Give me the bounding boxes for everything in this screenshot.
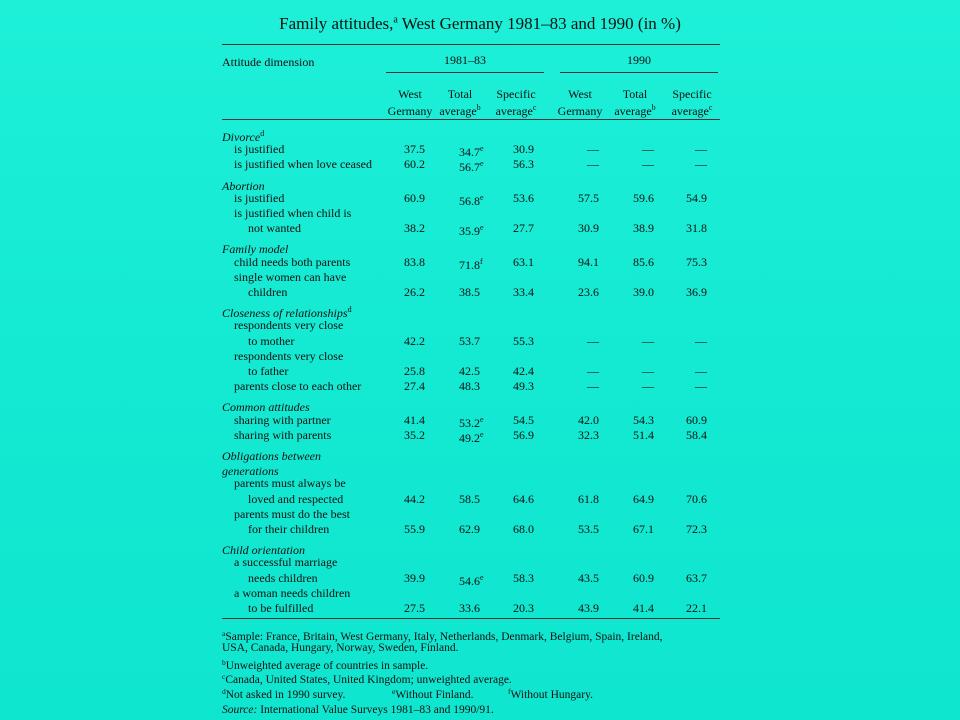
row-label: loved and respected bbox=[248, 491, 344, 506]
table-cell: — bbox=[695, 157, 707, 172]
table-cell: — bbox=[642, 157, 654, 172]
table-cell: 43.5 bbox=[578, 570, 599, 585]
footnote-b: $^b$Unweighted average of countries in sample. bbox=[222, 658, 429, 672]
table-cell: 54.9 bbox=[686, 190, 707, 205]
table-cell: 94.1 bbox=[578, 254, 599, 269]
table-cell: 53.2e bbox=[459, 414, 484, 430]
row-label: a woman needs children bbox=[234, 585, 351, 600]
table-cell: 43.9 bbox=[578, 601, 599, 615]
table-cell: 60.2 bbox=[404, 157, 425, 172]
table-cell: 30.9 bbox=[578, 221, 599, 236]
column-header-dimension: Attitude dimension bbox=[222, 55, 315, 69]
row-label: a successful marriage bbox=[234, 555, 338, 570]
column-header-line1: Total bbox=[622, 87, 648, 101]
table-cell: 63.1 bbox=[513, 254, 534, 269]
table-cell: 58.4 bbox=[686, 427, 707, 442]
source-note: Source: International Value Surveys 1981–83 and 1990/91. bbox=[222, 704, 494, 716]
table-cell: 56.9 bbox=[513, 427, 534, 442]
period-rule-1981 bbox=[386, 72, 544, 73]
table-cell: 38.9 bbox=[633, 221, 654, 236]
table-cell: — bbox=[695, 364, 707, 378]
table-cell: 39.9 bbox=[404, 570, 425, 585]
table-cell: — bbox=[587, 142, 599, 157]
table-cell: 70.6 bbox=[686, 491, 707, 506]
table-cell: 20.3 bbox=[513, 601, 534, 615]
table-cell: 60.9 bbox=[686, 412, 707, 427]
table-cell: 23.6 bbox=[578, 285, 599, 299]
table-cell: 58.3 bbox=[513, 570, 534, 585]
category-label: Family model bbox=[222, 242, 289, 257]
row-label: respondents very close bbox=[234, 318, 344, 333]
row-label: parents must do the best bbox=[234, 506, 350, 521]
row-label: to be fulfilled bbox=[248, 601, 314, 615]
table-cell: — bbox=[642, 379, 654, 394]
table-cell: — bbox=[642, 142, 654, 157]
header-rule bbox=[222, 119, 720, 120]
table-cell: 35.9e bbox=[459, 223, 484, 239]
table-cell: — bbox=[587, 157, 599, 172]
category-label: Child orientation bbox=[222, 543, 306, 558]
table-cell: 37.5 bbox=[404, 142, 425, 157]
footnote-e: $^e$Without Finland. bbox=[392, 687, 474, 701]
table-cell: 56.3 bbox=[513, 157, 534, 172]
category-label: Abortion bbox=[222, 178, 265, 193]
category-label: Divorce$^d$ bbox=[222, 129, 265, 144]
table-cell: 35.2 bbox=[404, 427, 425, 442]
table-cell: 55.9 bbox=[404, 522, 425, 536]
table-cell: 30.9 bbox=[513, 142, 534, 157]
table-cell: 56.8e bbox=[459, 192, 484, 208]
category-label: Common attitudes bbox=[222, 400, 310, 415]
table-cell: — bbox=[695, 333, 707, 348]
column-header-line2: average$^b$ bbox=[614, 103, 656, 118]
row-label: is justified when love ceased bbox=[234, 157, 372, 172]
table-cell: 72.3 bbox=[686, 522, 707, 536]
table-cell: 64.9 bbox=[633, 491, 654, 506]
table-cell: 53.7 bbox=[459, 333, 480, 348]
table-cell: — bbox=[695, 379, 707, 394]
table-cell: 42.2 bbox=[404, 333, 425, 348]
row-label: is justified when child is bbox=[234, 206, 352, 220]
table-cell: — bbox=[642, 333, 654, 348]
table-cell: 38.2 bbox=[404, 221, 425, 236]
row-label: child needs both parents bbox=[234, 254, 351, 269]
table-cell: 38.5 bbox=[459, 285, 480, 299]
table-cell: 42.0 bbox=[578, 412, 599, 427]
row-label: for their children bbox=[248, 522, 330, 536]
table-cell: 27.4 bbox=[404, 379, 425, 394]
footnote-d: $^d$Not asked in 1990 survey. bbox=[222, 687, 346, 701]
table-cell: 58.5 bbox=[459, 491, 480, 506]
table-cell: 42.4 bbox=[513, 364, 534, 378]
table-cell: — bbox=[642, 364, 654, 378]
footnote-f: $^f$Without Hungary. bbox=[508, 687, 593, 701]
table-cell: 64.6 bbox=[513, 491, 534, 506]
table-cell: 61.8 bbox=[578, 491, 599, 506]
row-label: parents must always be bbox=[234, 476, 346, 491]
row-label: is justified bbox=[234, 142, 285, 157]
column-header-line2: Germany bbox=[557, 104, 603, 118]
table-cell: 49.3 bbox=[513, 379, 534, 394]
table-cell: 42.5 bbox=[459, 364, 480, 378]
column-header-line2: Germany bbox=[387, 104, 433, 118]
table-cell: 41.4 bbox=[633, 601, 654, 615]
row-label: needs children bbox=[248, 570, 318, 585]
column-header-line1: West bbox=[568, 87, 592, 101]
row-label: to father bbox=[248, 364, 289, 378]
table-cell: 60.9 bbox=[633, 570, 654, 585]
table-cell: 36.9 bbox=[686, 285, 707, 299]
table-cell: 75.3 bbox=[686, 254, 707, 269]
column-header-line2: average$^b$ bbox=[439, 103, 481, 118]
table-cell: 53.5 bbox=[578, 522, 599, 536]
table-cell: 44.2 bbox=[404, 491, 425, 506]
column-header-line2: average$^c$ bbox=[495, 103, 537, 118]
category-label: generations bbox=[222, 464, 279, 479]
table-cell: 39.0 bbox=[633, 285, 654, 299]
table-cell: 56.7e bbox=[459, 159, 484, 175]
table-cell: 51.4 bbox=[633, 427, 654, 442]
row-label: not wanted bbox=[248, 221, 301, 236]
table-cell: 31.8 bbox=[686, 221, 707, 236]
table-cell: 67.1 bbox=[633, 522, 654, 536]
table-cell: 68.0 bbox=[513, 522, 534, 536]
bottom-rule bbox=[222, 618, 720, 619]
table-cell: — bbox=[587, 333, 599, 348]
table-cell: 41.4 bbox=[404, 412, 425, 427]
table-cell: 63.7 bbox=[686, 570, 707, 585]
table-cell: 57.5 bbox=[578, 190, 599, 205]
table-cell: 83.8 bbox=[404, 254, 425, 269]
table-cell: — bbox=[695, 142, 707, 157]
column-header-line1: Total bbox=[447, 87, 473, 101]
column-header-line2: average$^c$ bbox=[671, 103, 713, 118]
table-cell: — bbox=[587, 379, 599, 394]
table-cell: 71.8f bbox=[459, 256, 483, 272]
table-cell: 62.9 bbox=[459, 522, 480, 536]
table-cell: 49.2e bbox=[459, 429, 484, 445]
footnote-a-cont: USA, Canada, Hungary, Norway, Sweden, Finland. bbox=[222, 642, 459, 654]
table-cell: 53.6 bbox=[513, 190, 534, 205]
table-cell: 48.3 bbox=[459, 379, 480, 394]
row-label: is justified bbox=[234, 190, 285, 205]
table-cell: — bbox=[587, 364, 599, 378]
table-cell: 54.5 bbox=[513, 412, 534, 427]
column-header-line1: Specific bbox=[496, 87, 536, 101]
row-label: sharing with partner bbox=[234, 412, 331, 427]
row-label: single women can have bbox=[234, 269, 347, 284]
table-cell: 27.5 bbox=[404, 601, 425, 615]
footnote-c: $^c$Canada, United States, United Kingdom; unweighted average. bbox=[222, 672, 512, 686]
period-header-1990: 1990 bbox=[627, 53, 651, 67]
period-header-1981: 1981–83 bbox=[444, 53, 486, 67]
table-cell: 33.4 bbox=[513, 285, 534, 299]
table-cell: 33.6 bbox=[459, 601, 480, 615]
column-header-line1: West bbox=[398, 87, 422, 101]
table-cell: 60.9 bbox=[404, 190, 425, 205]
row-label: to mother bbox=[248, 333, 295, 348]
table-cell: 55.3 bbox=[513, 333, 534, 348]
table-cell: 85.6 bbox=[633, 254, 654, 269]
category-label: Closeness of relationships$^d$ bbox=[222, 305, 352, 321]
table-cell: 59.6 bbox=[633, 190, 654, 205]
table-cell: 34.7e bbox=[459, 144, 484, 160]
footnote-a: $^a$Sample: France, Britain, West Germany, Italy, Netherlands, Denmark, Belgium, Spain, Ireland, bbox=[222, 629, 663, 643]
row-label: children bbox=[248, 285, 288, 299]
period-rule-1990 bbox=[560, 72, 718, 73]
table-cell: 25.8 bbox=[404, 364, 425, 378]
row-label: respondents very close bbox=[234, 348, 344, 363]
category-label: Obligations between bbox=[222, 449, 321, 463]
table-cell: 54.3 bbox=[633, 412, 654, 427]
page-title: Family attitudes,$^a$ West Germany 1981–83 and 1990 (in %) bbox=[279, 14, 681, 33]
table-cell: 32.3 bbox=[578, 427, 599, 442]
table-cell: 54.6e bbox=[459, 572, 484, 588]
table-cell: 22.1 bbox=[686, 601, 707, 615]
table-cell: 27.7 bbox=[513, 221, 534, 236]
table-cell: 26.2 bbox=[404, 285, 425, 299]
row-label: parents close to each other bbox=[234, 379, 362, 394]
column-header-line1: Specific bbox=[672, 87, 712, 101]
row-label: sharing with parents bbox=[234, 427, 332, 442]
